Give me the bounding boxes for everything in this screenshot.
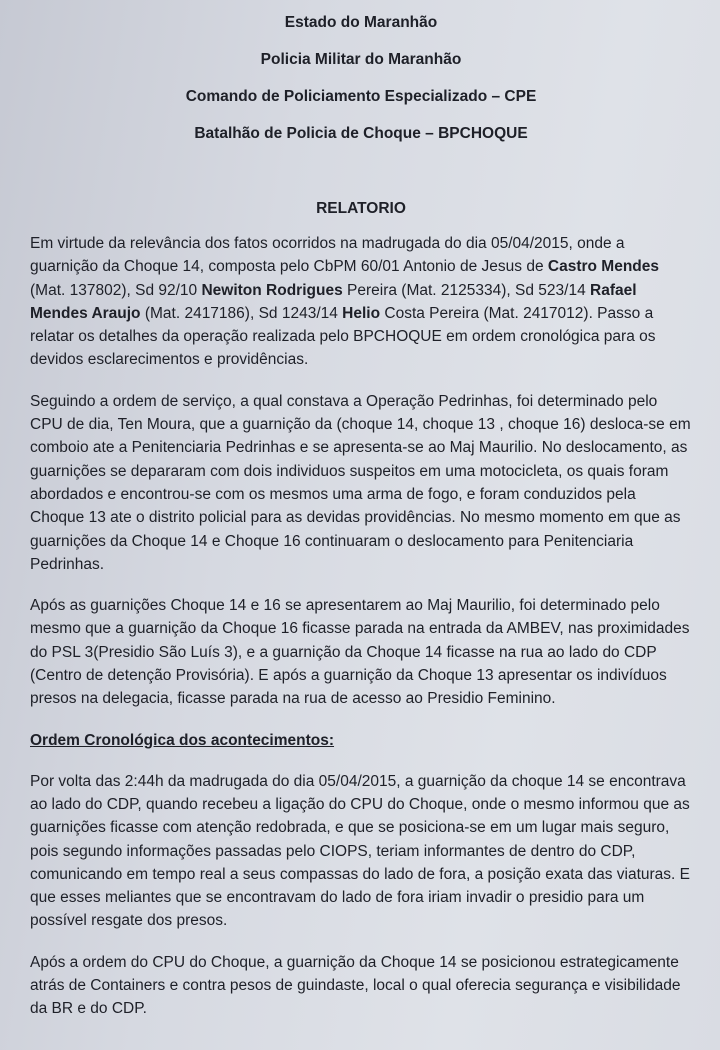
paragraph-positioning: Após a ordem do CPU do Choque, a guarnição da Choque 14 se posicionou estrategicamente atrás de Containers e contra pesos de guindaste, local o qual oferecia segurança e visibilidade da BR e do CDP. (30, 953, 681, 1018)
intro-name-3: Rafael Mendes Araujo (30, 281, 637, 322)
paragraph-intro (30, 232, 692, 372)
intro-name-1: Castro Mendes (547, 258, 660, 276)
intro-text-1: Em virtude da relevância dos fatos ocorridos na madrugada do dia 05/04/2015, onde a guarnição da Choque 14, composta pelo CbPM 60/01 Antonio de Jesus de (30, 235, 625, 276)
header-state: Estado do Maranhão (284, 14, 438, 31)
letterhead (30, 14, 692, 143)
header-police: Policia Militar do Maranhão (260, 51, 462, 68)
intro-text-5: Costa Pereira (Mat. 2417012). Passo a relatar os detalhes da operação realizada pelo BPCHOQUE em ordem cronológica para os devidos esclarecimentos e providências. (30, 304, 656, 369)
intro-name-4: Helio (342, 304, 381, 322)
intro-text-2: (Mat. 137802), Sd 92/10 (30, 281, 202, 299)
intro-name-2: Newiton Rodrigues (201, 281, 343, 299)
paragraph-service-order: Seguindo a ordem de serviço, a qual constava a Operação Pedrinhas, foi determinado pelo CPU de dia, Ten Moura, que a guarnição da (choque 14, choque 13 , choque 16) desloca-se em comboio ate a Penitenciaria Pedrinhas e se apresenta-se ao Maj Maurilio. No deslocamento, as guarnições se depararam com dois individuos suspeitos em uma motocicleta, os quais foram abordados e encontrou-se com os mesmos uma arma de fogo, e foram conduzidos pela Choque 13 ate o distrito policial para as devidas providências. No mesmo momento em que as guarnições da Choque 14 e Choque 16 continuaram o deslocamento para Penitenciaria Pedrinhas. (30, 392, 691, 573)
header-battalion: Batalhão de Policia de Choque – BPCHOQUE (194, 125, 528, 142)
paragraph-timeline: Por volta das 2:44h da madrugada do dia 05/04/2015, a guarnição da choque 14 se encontrava ao lado do CDP, quando recebeu a ligação do CPU do Choque, onde o mesmo informou que as guarnições ficasse com atenção redobrada, e que se posiciona-se em um lugar mais seguro, pois segundo informações passadas pelo CIOPS, teriam informantes de dentro do CDP, comunicando em tempo real a seus compassas do lado de fora, a posição exata das viaturas. E que esses meliantes que se encontravam do lado de fora iriam invadir o presidio para um possível resgate dos presos. (30, 772, 690, 930)
section-heading: Ordem Cronológica dos acontecimentos: (30, 731, 335, 749)
header-command: Comando de Policiamento Especializado – CPE (185, 88, 537, 105)
report-title: RELATORIO (316, 200, 406, 217)
paragraph-positions: Após as guarnições Choque 14 e 16 se apresentarem ao Maj Maurilio, foi determinado pelo mesmo que a guarnição da Choque 16 ficasse parada na entrada da AMBEV, nas proximidades do PSL 3(Presidio São Luís 3), e a guarnição da Choque 14 ficasse na rua ao lado do CDP (Centro de detenção Provisória). E após a guarnição da Choque 13 apresentar os indivíduos presos na delegacia, ficasse parada na rua de acesso ao Presidio Feminino. (30, 597, 690, 708)
intro-text-3: Pereira (Mat. 2125334), Sd 523/14 (342, 281, 590, 299)
intro-text-4: (Mat. 2417186), Sd 1243/14 (140, 304, 343, 322)
